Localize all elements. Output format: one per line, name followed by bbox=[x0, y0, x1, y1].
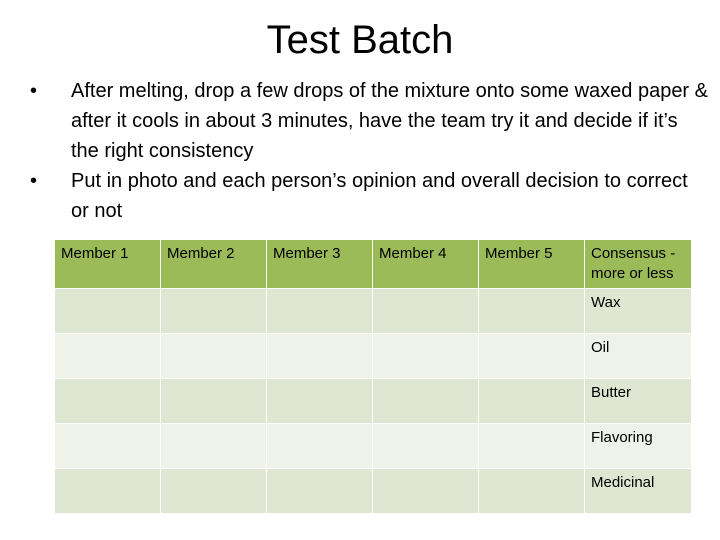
table-cell bbox=[267, 289, 373, 334]
table-cell bbox=[479, 334, 585, 379]
table-cell bbox=[373, 334, 479, 379]
table-row bbox=[55, 379, 692, 424]
table-cell-ingredient: Butter bbox=[585, 379, 692, 424]
member-opinion-table bbox=[54, 239, 692, 514]
bullet-dot-icon: • bbox=[30, 170, 38, 192]
table-cell bbox=[161, 424, 267, 469]
table-row bbox=[55, 469, 692, 514]
table-cell bbox=[55, 469, 161, 514]
table-cell bbox=[55, 379, 161, 424]
table-cell-ingredient: Medicinal bbox=[585, 469, 692, 514]
table-header-row bbox=[55, 240, 692, 289]
table-cell bbox=[161, 379, 267, 424]
table-cell-ingredient: Oil bbox=[585, 334, 692, 379]
table-cell bbox=[267, 334, 373, 379]
header-member-2: Member 2 bbox=[161, 240, 267, 289]
bullet-item bbox=[30, 76, 710, 166]
table-cell bbox=[161, 289, 267, 334]
table-cell bbox=[55, 334, 161, 379]
table-cell bbox=[373, 424, 479, 469]
header-member-1: Member 1 bbox=[55, 240, 161, 289]
header-member-3: Member 3 bbox=[267, 240, 373, 289]
table-cell bbox=[267, 424, 373, 469]
header-member-5: Member 5 bbox=[479, 240, 585, 289]
bullet-dot-icon: • bbox=[30, 80, 38, 102]
table-cell bbox=[479, 289, 585, 334]
member-table-container bbox=[54, 239, 691, 514]
bullet-text: Put in photo and each person’s opinion and overall decision to correct or not bbox=[71, 170, 688, 222]
table-cell-ingredient: Flavoring bbox=[585, 424, 692, 469]
table-row bbox=[55, 424, 692, 469]
bullet-list bbox=[30, 76, 710, 226]
table-cell bbox=[267, 379, 373, 424]
header-consensus: Consensus - more or less bbox=[585, 240, 692, 289]
table-cell bbox=[373, 289, 479, 334]
table-cell bbox=[479, 379, 585, 424]
table-cell bbox=[373, 379, 479, 424]
header-member-4: Member 4 bbox=[373, 240, 479, 289]
table-row bbox=[55, 289, 692, 334]
table-cell bbox=[373, 469, 479, 514]
bullet-item bbox=[30, 166, 710, 226]
table-cell bbox=[161, 469, 267, 514]
table-cell bbox=[161, 334, 267, 379]
table-cell bbox=[55, 424, 161, 469]
table-cell bbox=[55, 289, 161, 334]
table-cell bbox=[479, 424, 585, 469]
table-cell bbox=[267, 469, 373, 514]
table-row bbox=[55, 334, 692, 379]
bullet-text: After melting, drop a few drops of the mixture onto some waxed paper & after it cools in about 3 minutes, have the team try it and decide if it’s the right consistency bbox=[71, 80, 708, 162]
table-cell-ingredient: Wax bbox=[585, 289, 692, 334]
slide-title: Test Batch bbox=[266, 18, 454, 62]
table-cell bbox=[479, 469, 585, 514]
